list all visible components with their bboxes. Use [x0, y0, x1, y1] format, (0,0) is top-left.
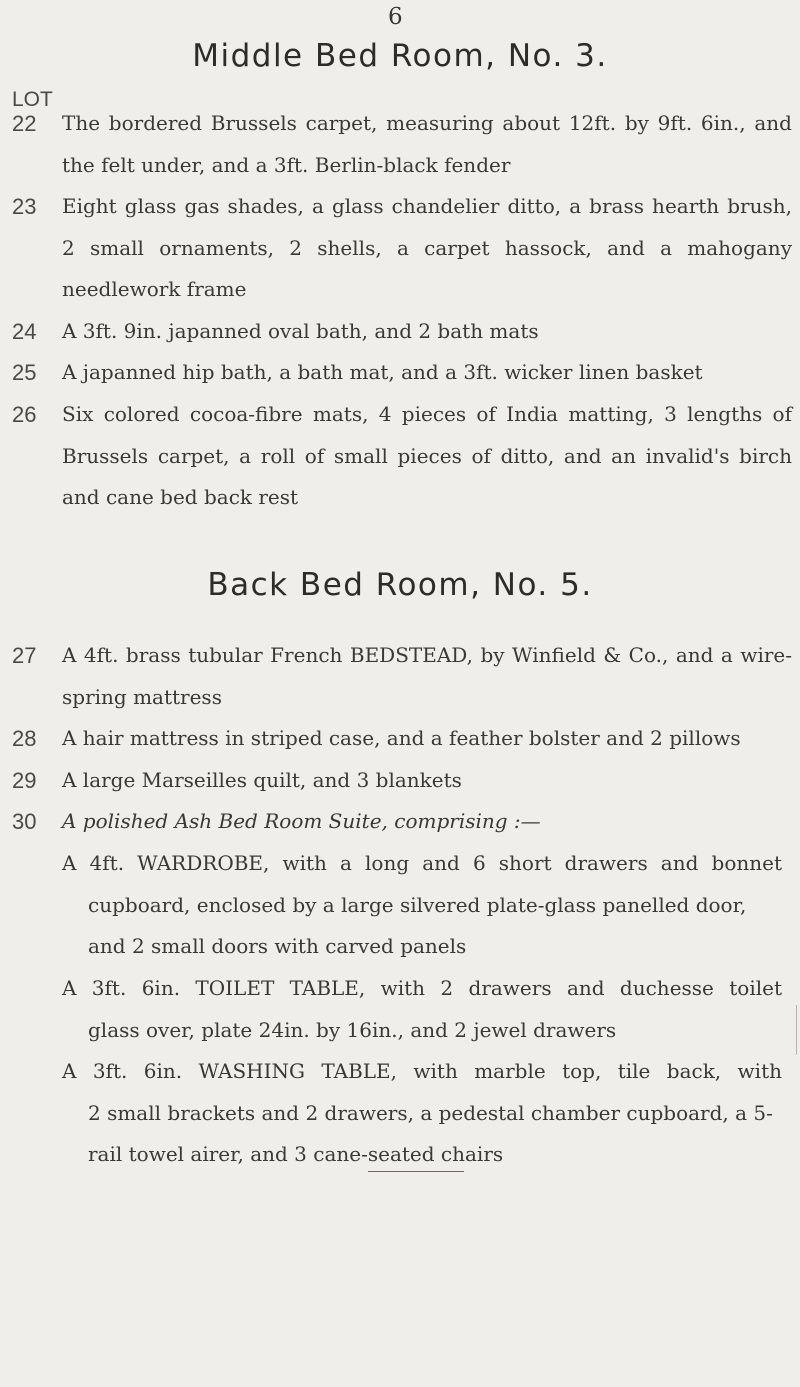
suite-item-continuation: 2 small brackets and 2 drawers, a pedestal chamber cupboard, a 5-rail towel airer, and 3 cane-seated chairs	[88, 1100, 773, 1166]
lot-description: The bordered Brussels carpet, measuring about 12ft. by 9ft. 6in., and the felt under, and a 3ft. Berlin-black fender	[62, 111, 792, 177]
lot-number: 25	[12, 360, 37, 385]
lot-number: 29	[12, 768, 37, 793]
lot-number: 23	[12, 194, 37, 219]
suite-item-first-line: A 3ft. 6in. TOILET TABLE, with 2 drawers and duchesse toilet	[62, 976, 782, 1000]
lot-description: A 3ft. 9in. japanned oval bath, and 2 bath mats	[62, 319, 539, 343]
lot-column-heading: LOT	[12, 88, 53, 111]
lot-description: A large Marseilles quilt, and 3 blankets	[62, 768, 462, 792]
lot-entry	[12, 352, 792, 394]
lot-description: A 4ft. brass tubular French BEDSTEAD, by Winfield & Co., and a wire-spring mattress	[62, 643, 792, 709]
page-edge-mark	[796, 1005, 797, 1055]
lot-number: 24	[12, 319, 37, 344]
closing-rule	[368, 1171, 464, 1172]
suite-item-first-line: A 4ft. WARDROBE, with a long and 6 short drawers and bonnet	[62, 851, 782, 875]
lot-description: A hair mattress in striped case, and a feather bolster and 2 pillows	[62, 726, 741, 750]
lot-entry	[12, 718, 792, 760]
lot-description: A japanned hip bath, a bath mat, and a 3ft. wicker linen basket	[62, 360, 703, 384]
lot-entry	[12, 311, 792, 353]
suite-item-washing-table	[62, 1051, 782, 1176]
lot-description: Eight glass gas shades, a glass chandelier ditto, a brass hearth brush, 2 small ornaments, 2 shells, a carpet hassock, and a mahogany needlework frame	[62, 194, 792, 301]
suite-item-first-line: A 3ft. 6in. WASHING TABLE, with marble top, tile back, with	[62, 1059, 782, 1083]
suite-item-wardrobe	[62, 843, 782, 968]
lot-entry	[12, 186, 792, 311]
section-title-middle-bed-room: Middle Bed Room, No. 3.	[192, 38, 608, 74]
lot-entry	[12, 760, 792, 802]
lot-number: 26	[12, 402, 37, 427]
suite-item-toilet-table	[62, 968, 782, 1051]
lot-number: 22	[12, 111, 37, 136]
lot-description: Six colored cocoa-fibre mats, 4 pieces of India matting, 3 lengths of Brussels carpet, a roll of small pieces of ditto, and an invalid's birch and cane bed back rest	[62, 402, 792, 509]
suite-item-continuation: glass over, plate 24in. by 16in., and 2 jewel drawers	[88, 1017, 617, 1042]
suite-item-continuation: cupboard, enclosed by a large silvered plate-glass panelled door, and 2 small doors with carved panels	[88, 892, 747, 958]
lot-number: 27	[12, 643, 37, 668]
lot-entry	[12, 801, 792, 843]
page-number: 6	[388, 4, 403, 30]
lot-entry	[12, 635, 792, 718]
section-title-back-bed-room: Back Bed Room, No. 5.	[207, 567, 593, 603]
lot-entry	[12, 394, 792, 519]
lot-number: 30	[12, 809, 37, 834]
lot-number: 28	[12, 726, 37, 751]
lot-description: A polished Ash Bed Room Suite, comprising :—	[62, 809, 541, 833]
lot-entry	[12, 103, 792, 186]
